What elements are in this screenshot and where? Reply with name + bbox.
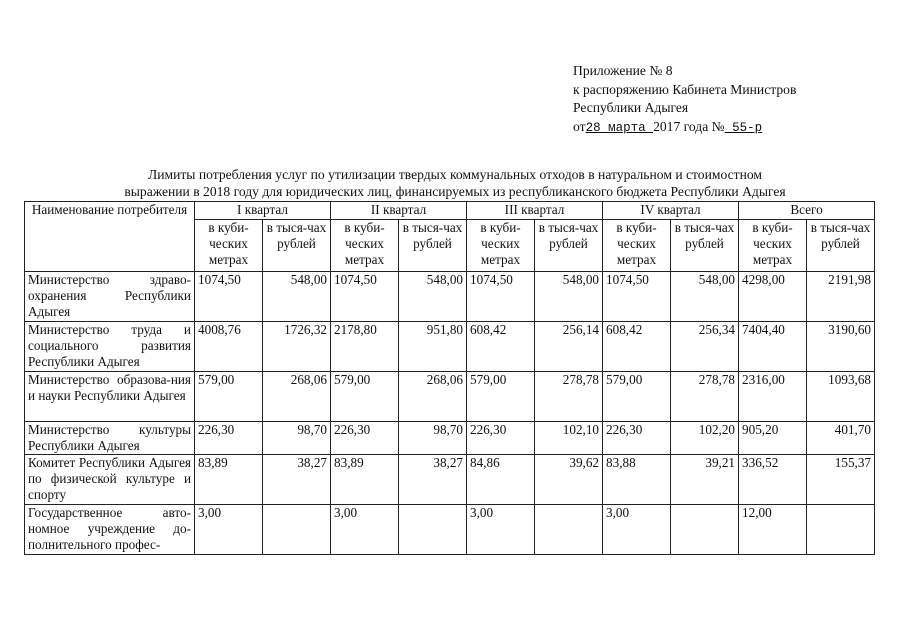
- volume-cell: 84,86: [467, 455, 535, 505]
- cost-cell: 256,14: [535, 322, 603, 372]
- cost-cell: 548,00: [399, 272, 467, 322]
- consumer-name: Государственное авто-номное учреждение до-полнительного профес-: [25, 505, 195, 555]
- appendix-line-1: Приложение № 8: [573, 63, 673, 78]
- cost-cell: 39,21: [671, 455, 739, 505]
- period-header: III квартал: [467, 202, 603, 220]
- volume-cell: 12,00: [739, 505, 807, 555]
- volume-cell: 83,88: [603, 455, 671, 505]
- consumer-name: Министерство здраво-охранения Республики Адыгея: [25, 272, 195, 322]
- volume-cell: 579,00: [331, 372, 399, 422]
- volume-unit-header: в куби-ческих метрах: [195, 220, 263, 272]
- cost-cell: 268,06: [263, 372, 331, 422]
- volume-unit-header: в куби-ческих метрах: [739, 220, 807, 272]
- table-row: [25, 455, 875, 505]
- cost-cell: [535, 505, 603, 555]
- cost-cell: 1093,68: [807, 372, 875, 422]
- name-column-header: Наименование потребителя: [25, 202, 195, 272]
- volume-cell: 226,30: [195, 422, 263, 455]
- volume-cell: 226,30: [467, 422, 535, 455]
- cost-cell: [671, 505, 739, 555]
- consumer-name: Министерство культуры Республики Адыгея: [25, 422, 195, 455]
- cost-unit-header: в тыся-чах рублей: [399, 220, 467, 272]
- volume-cell: 1074,50: [195, 272, 263, 322]
- cost-unit-header: в тыся-чах рублей: [535, 220, 603, 272]
- cost-cell: [399, 505, 467, 555]
- date-prefix: от: [573, 118, 586, 134]
- cost-cell: 3190,60: [807, 322, 875, 372]
- cost-cell: 256,34: [671, 322, 739, 372]
- table-header-row: [25, 202, 875, 220]
- volume-cell: 3,00: [603, 505, 671, 555]
- cost-cell: 548,00: [263, 272, 331, 322]
- volume-cell: 4298,00: [739, 272, 807, 322]
- volume-cell: 608,42: [603, 322, 671, 372]
- volume-cell: 1074,50: [603, 272, 671, 322]
- appendix-line-2: к распоряжению Кабинета Министров: [573, 81, 797, 97]
- cost-cell: 1726,32: [263, 322, 331, 372]
- volume-cell: 905,20: [739, 422, 807, 455]
- cost-cell: 278,78: [671, 372, 739, 422]
- table-row: [25, 505, 875, 555]
- table-row: [25, 272, 875, 322]
- cost-cell: 278,78: [535, 372, 603, 422]
- consumer-name: Комитет Республики Адыгея по физической культуре и спорту: [25, 455, 195, 505]
- cost-cell: 38,27: [263, 455, 331, 505]
- cost-cell: 548,00: [671, 272, 739, 322]
- volume-unit-header: в куби-ческих метрах: [467, 220, 535, 272]
- cost-cell: 98,70: [263, 422, 331, 455]
- volume-cell: 579,00: [195, 372, 263, 422]
- volume-cell: 3,00: [331, 505, 399, 555]
- volume-cell: 83,89: [195, 455, 263, 505]
- cost-cell: 548,00: [535, 272, 603, 322]
- appendix-date-line: [573, 118, 796, 138]
- cost-cell: [807, 505, 875, 555]
- limits-table: [24, 201, 875, 555]
- cost-unit-header: в тыся-чах рублей: [807, 220, 875, 272]
- title-line-2: выражении в 2018 году для юридических лиц, финансируемых из республиканского бюджета Республики Адыгея: [124, 184, 786, 199]
- volume-cell: 579,00: [603, 372, 671, 422]
- volume-cell: 2316,00: [739, 372, 807, 422]
- period-header: IV квартал: [603, 202, 739, 220]
- cost-cell: 102,10: [535, 422, 603, 455]
- cost-cell: 155,37: [807, 455, 875, 505]
- cost-cell: [263, 505, 331, 555]
- cost-cell: 39,62: [535, 455, 603, 505]
- cost-cell: 98,70: [399, 422, 467, 455]
- cost-unit-header: в тыся-чах рублей: [263, 220, 331, 272]
- cost-cell: 951,80: [399, 322, 467, 372]
- table-row: [25, 422, 875, 455]
- volume-cell: 83,89: [331, 455, 399, 505]
- volume-unit-header: в куби-ческих метрах: [331, 220, 399, 272]
- table-body: [25, 272, 875, 555]
- cost-cell: 102,20: [671, 422, 739, 455]
- document-title: [24, 166, 886, 200]
- period-header: Всего: [739, 202, 875, 220]
- cost-unit-header: в тыся-чах рублей: [671, 220, 739, 272]
- table-row: [25, 372, 875, 422]
- cost-cell: 2191,98: [807, 272, 875, 322]
- volume-cell: 4008,76: [195, 322, 263, 372]
- volume-unit-header: в куби-ческих метрах: [603, 220, 671, 272]
- volume-cell: 1074,50: [467, 272, 535, 322]
- cost-cell: 38,27: [399, 455, 467, 505]
- table-row: [25, 322, 875, 372]
- consumer-name: Министерство образова-ния и науки Республики Адыгея: [25, 372, 195, 422]
- volume-cell: 7404,40: [739, 322, 807, 372]
- volume-cell: 336,52: [739, 455, 807, 505]
- title-line-1: Лимиты потребления услуг по утилизации твердых коммунальных отходов в натуральном и стоимостном: [148, 167, 762, 182]
- volume-cell: 3,00: [467, 505, 535, 555]
- date-year: 2017 года №: [653, 118, 725, 134]
- cost-cell: 401,70: [807, 422, 875, 455]
- appendix-line-3: Республики Адыгея: [573, 100, 689, 115]
- volume-cell: 579,00: [467, 372, 535, 422]
- period-header: II квартал: [331, 202, 467, 220]
- volume-cell: 226,30: [603, 422, 671, 455]
- volume-cell: 3,00: [195, 505, 263, 555]
- period-header: I квартал: [195, 202, 331, 220]
- volume-cell: 2178,80: [331, 322, 399, 372]
- date-day: 28 марта: [585, 120, 654, 135]
- volume-cell: 1074,50: [331, 272, 399, 322]
- date-number: 55-р: [724, 120, 763, 135]
- consumer-name: Министерство труда и социального развития Республики Адыгея: [25, 322, 195, 372]
- appendix-block: [573, 62, 796, 137]
- volume-cell: 226,30: [331, 422, 399, 455]
- cost-cell: 268,06: [399, 372, 467, 422]
- volume-cell: 608,42: [467, 322, 535, 372]
